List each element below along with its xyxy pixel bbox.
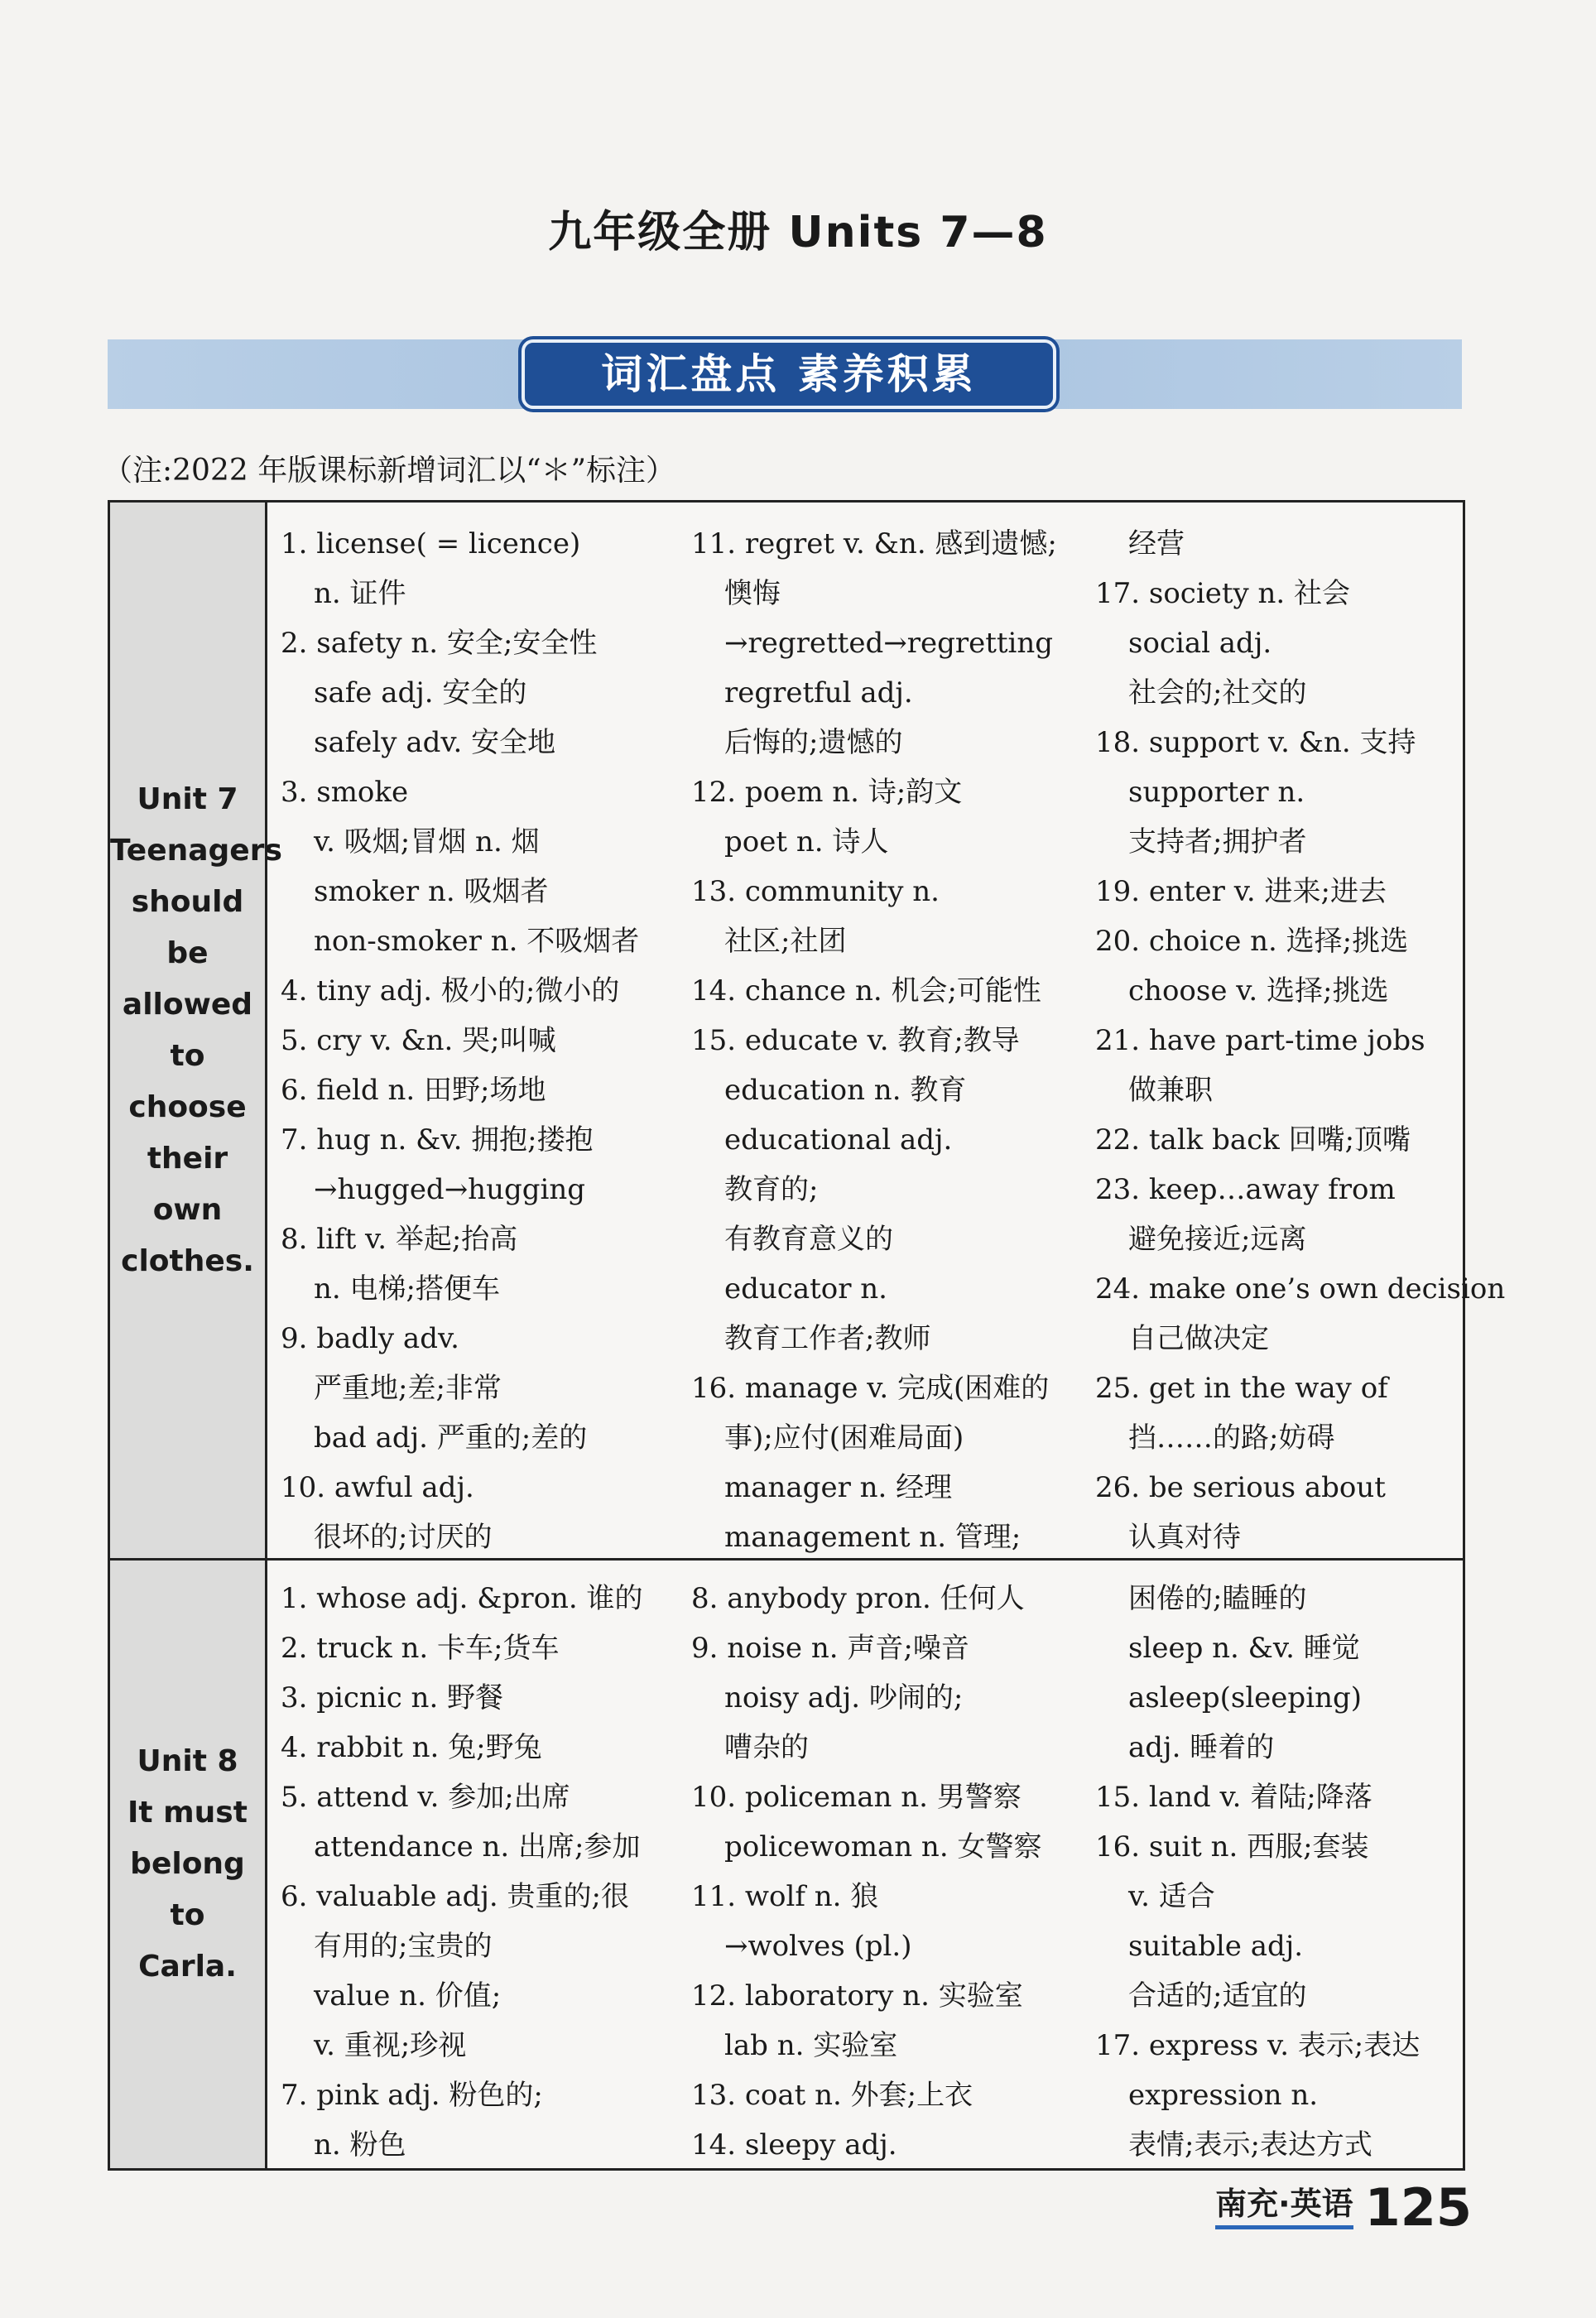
unit-8-label — [110, 1561, 267, 2168]
vocab-line: 2. safety n. 安全;安全性 — [281, 627, 598, 660]
unit-label-line: It must — [127, 1796, 248, 1830]
vocab-line: v. 重视;珍视 — [314, 2029, 467, 2062]
vocab-line: sleep n. &v. 睡觉 — [1128, 1632, 1360, 1665]
vocab-line: 22. talk back 回嘴;顶嘴 — [1095, 1123, 1411, 1157]
unit-7-column-3 — [1095, 519, 1506, 1562]
vocab-line: 做兼职 — [1128, 1074, 1213, 1107]
footer-label: 南充·英语 — [1215, 2178, 1353, 2229]
vocab-line: lab n. 实验室 — [724, 2029, 898, 2062]
vocab-line: 严重地;差;非常 — [314, 1372, 502, 1405]
vocab-line: 事);应付(困难局面) — [724, 1421, 964, 1455]
vocab-line: social adj. — [1128, 627, 1272, 660]
vocab-line: 8. anybody pron. 任何人 — [691, 1582, 1025, 1615]
vocab-line: bad adj. 严重的;差的 — [314, 1421, 588, 1455]
vocab-line: 11. wolf n. 狼 — [691, 1880, 879, 1913]
vocab-line: 24. make one’s own decision — [1095, 1272, 1506, 1306]
vocab-line: 表情;表示;表达方式 — [1128, 2128, 1372, 2162]
vocab-line: 3. picnic n. 野餐 — [281, 1681, 504, 1714]
vocab-line: 21. have part-time jobs — [1095, 1024, 1425, 1057]
vocab-line: n. 粉色 — [314, 2128, 406, 2162]
vocab-line: 1. whose adj. &pron. 谁的 — [281, 1582, 643, 1615]
vocab-line: safely adv. 安全地 — [314, 726, 556, 759]
vocab-line: choose v. 选择;挑选 — [1128, 974, 1389, 1008]
vocab-line: →regretted→regretting — [724, 627, 1054, 660]
vocab-line: 社会的;社交的 — [1128, 676, 1307, 709]
vocab-line: 13. coat n. 外套;上衣 — [691, 2079, 973, 2112]
unit-8-column-3 — [1095, 1574, 1459, 2170]
vocab-line: non-smoker n. 不吸烟者 — [314, 925, 640, 958]
vocab-line: 7. hug n. &v. 拥抱;搂抱 — [281, 1123, 594, 1157]
vocab-line: 12. laboratory n. 实验室 — [691, 1979, 1023, 2013]
vocab-line: adj. 睡着的 — [1128, 1731, 1275, 1764]
unit-label-line: own — [152, 1192, 223, 1227]
vocab-line: manager n. 经理 — [724, 1471, 953, 1504]
vocab-line: 4. tiny adj. 极小的;微小的 — [281, 974, 620, 1008]
vocab-line: n. 电梯;搭便车 — [314, 1272, 500, 1306]
section-banner-title: 词汇盘点 素养积累 — [522, 339, 1056, 409]
vocab-line: 困倦的;瞌睡的 — [1128, 1582, 1307, 1615]
vocab-line: 有用的;宝贵的 — [314, 1930, 493, 1963]
vocab-line: 教育的; — [724, 1173, 819, 1206]
vocab-line: 16. suit n. 西服;套装 — [1095, 1830, 1369, 1864]
vocab-line: 认真对待 — [1128, 1521, 1241, 1554]
vocab-line: 很坏的;讨厌的 — [314, 1521, 493, 1554]
vocab-line: 嘈杂的 — [724, 1731, 809, 1764]
vocab-line: 26. be serious about — [1095, 1471, 1386, 1504]
vocab-line: 8. lift v. 举起;抬高 — [281, 1223, 518, 1256]
vocab-line: smoker n. 吸烟者 — [314, 875, 549, 908]
vocab-line: 9. badly adv. — [281, 1322, 459, 1355]
vocab-line: 15. land v. 着陆;降落 — [1095, 1781, 1372, 1814]
vocab-line: 5. cry v. &n. 哭;叫喊 — [281, 1024, 556, 1057]
curriculum-note: （注:2022 年版课标新增词汇以“＊”标注） — [103, 454, 675, 488]
vocab-line: 支持者;拥护者 — [1128, 825, 1307, 858]
vocab-line: 16. manage v. 完成(困难的 — [691, 1372, 1050, 1405]
unit-label-line: Teenagers — [110, 833, 282, 868]
vocab-line: regretful adj. — [724, 676, 913, 709]
vocab-line: education n. 教育 — [724, 1074, 967, 1107]
vocab-line: n. 证件 — [314, 577, 406, 610]
unit-label-line: Unit 7 — [137, 781, 238, 816]
vocab-line: educational adj. — [724, 1123, 953, 1157]
vocab-line: suitable adj. — [1128, 1930, 1304, 1963]
vocab-line: noisy adj. 吵闹的; — [724, 1681, 964, 1714]
unit-label-line: allowed to — [122, 987, 253, 1073]
vocab-line: 懊悔 — [724, 577, 781, 610]
vocab-line: supporter n. — [1128, 776, 1305, 809]
vocab-line: policewoman n. 女警察 — [724, 1830, 1042, 1864]
unit-label-line: their — [147, 1141, 228, 1176]
vocab-line: 6. valuable adj. 贵重的;很 — [281, 1880, 629, 1913]
unit-7-column-2 — [691, 519, 1089, 1562]
unit-label-line: Carla. — [138, 1950, 237, 1984]
vocab-line: expression n. — [1128, 2079, 1319, 2112]
unit-label-line: Unit 8 — [137, 1744, 238, 1778]
vocab-line: 5. attend v. 参加;出席 — [281, 1781, 570, 1814]
vocab-line: educator n. — [724, 1272, 887, 1306]
vocab-line: 14. chance n. 机会;可能性 — [691, 974, 1041, 1008]
unit-label-line: belong to — [130, 1847, 245, 1932]
unit-7-column-1 — [281, 519, 678, 1562]
vocab-line: 12. poem n. 诗;韵文 — [691, 776, 963, 809]
unit-8-column-2 — [691, 1574, 1089, 2170]
vocab-line: 1. license( = licence) — [281, 527, 581, 560]
vocab-line: →wolves (pl.) — [724, 1930, 912, 1963]
vocab-line: 25. get in the way of — [1095, 1372, 1388, 1405]
vocab-line: 4. rabbit n. 兔;野兔 — [281, 1731, 542, 1764]
vocab-line: v. 吸烟;冒烟 n. 烟 — [314, 825, 540, 858]
unit-8-column-1 — [281, 1574, 678, 2170]
vocab-line: 20. choice n. 选择;挑选 — [1095, 925, 1409, 958]
vocabulary-table — [108, 500, 1506, 2171]
vocab-line: poet n. 诗人 — [724, 825, 889, 858]
vocab-line: v. 适合 — [1128, 1880, 1215, 1913]
vocab-line: 经营 — [1128, 527, 1185, 560]
vocab-line: safe adj. 安全的 — [314, 676, 527, 709]
vocab-line: 自己做决定 — [1128, 1322, 1269, 1355]
vocab-line: asleep(sleeping) — [1128, 1681, 1362, 1714]
vocab-line: 有教育意义的 — [724, 1223, 893, 1256]
vocab-line: 19. enter v. 进来;进去 — [1095, 875, 1387, 908]
vocab-line: 10. policeman n. 男警察 — [691, 1781, 1022, 1814]
vocab-line: 13. community n. — [691, 875, 940, 908]
vocab-line: 18. support v. &n. 支持 — [1095, 726, 1416, 759]
vocab-line: management n. 管理; — [724, 1521, 1022, 1554]
vocab-line: 后悔的;遗憾的 — [724, 726, 903, 759]
vocab-line: 教育工作者;教师 — [724, 1322, 931, 1355]
vocab-line: →hugged→hugging — [314, 1173, 586, 1206]
page-number: 125 — [1364, 2177, 1472, 2238]
vocab-line: 挡……的路;妨碍 — [1128, 1421, 1335, 1455]
unit-label-line: clothes. — [121, 1243, 254, 1278]
vocab-line: 社区;社团 — [724, 925, 847, 958]
page-footer — [1215, 2177, 1472, 2238]
vocab-line: 合适的;适宜的 — [1128, 1979, 1307, 2013]
vocab-line: 3. smoke — [281, 776, 409, 809]
vocab-line: 23. keep…away from — [1095, 1173, 1396, 1206]
unit-label-line: choose — [128, 1089, 247, 1124]
vocab-line: 9. noise n. 声音;噪音 — [691, 1632, 969, 1665]
vocab-line: 6. field n. 田野;场地 — [281, 1074, 546, 1107]
vocab-line: 15. educate v. 教育;教导 — [691, 1024, 1020, 1057]
vocab-line: 7. pink adj. 粉色的; — [281, 2079, 543, 2112]
vocab-line: 17. express v. 表示;表达 — [1095, 2029, 1421, 2062]
vocab-line: 11. regret v. &n. 感到遗憾; — [691, 527, 1057, 560]
vocab-line: value n. 价值; — [314, 1979, 502, 2013]
vocab-line: 避免接近;远离 — [1128, 1223, 1307, 1256]
vocab-line: 10. awful adj. — [281, 1471, 474, 1504]
vocab-line: 14. sleepy adj. — [691, 2128, 897, 2162]
unit-label-line: should be — [131, 884, 244, 970]
page-title: 九年级全册 Units 7—8 — [548, 208, 1048, 257]
vocab-line: 17. society n. 社会 — [1095, 577, 1351, 610]
vocab-line: 2. truck n. 卡车;货车 — [281, 1632, 560, 1665]
vocab-line: attendance n. 出席;参加 — [314, 1830, 641, 1864]
unit-7-label — [110, 503, 282, 1561]
